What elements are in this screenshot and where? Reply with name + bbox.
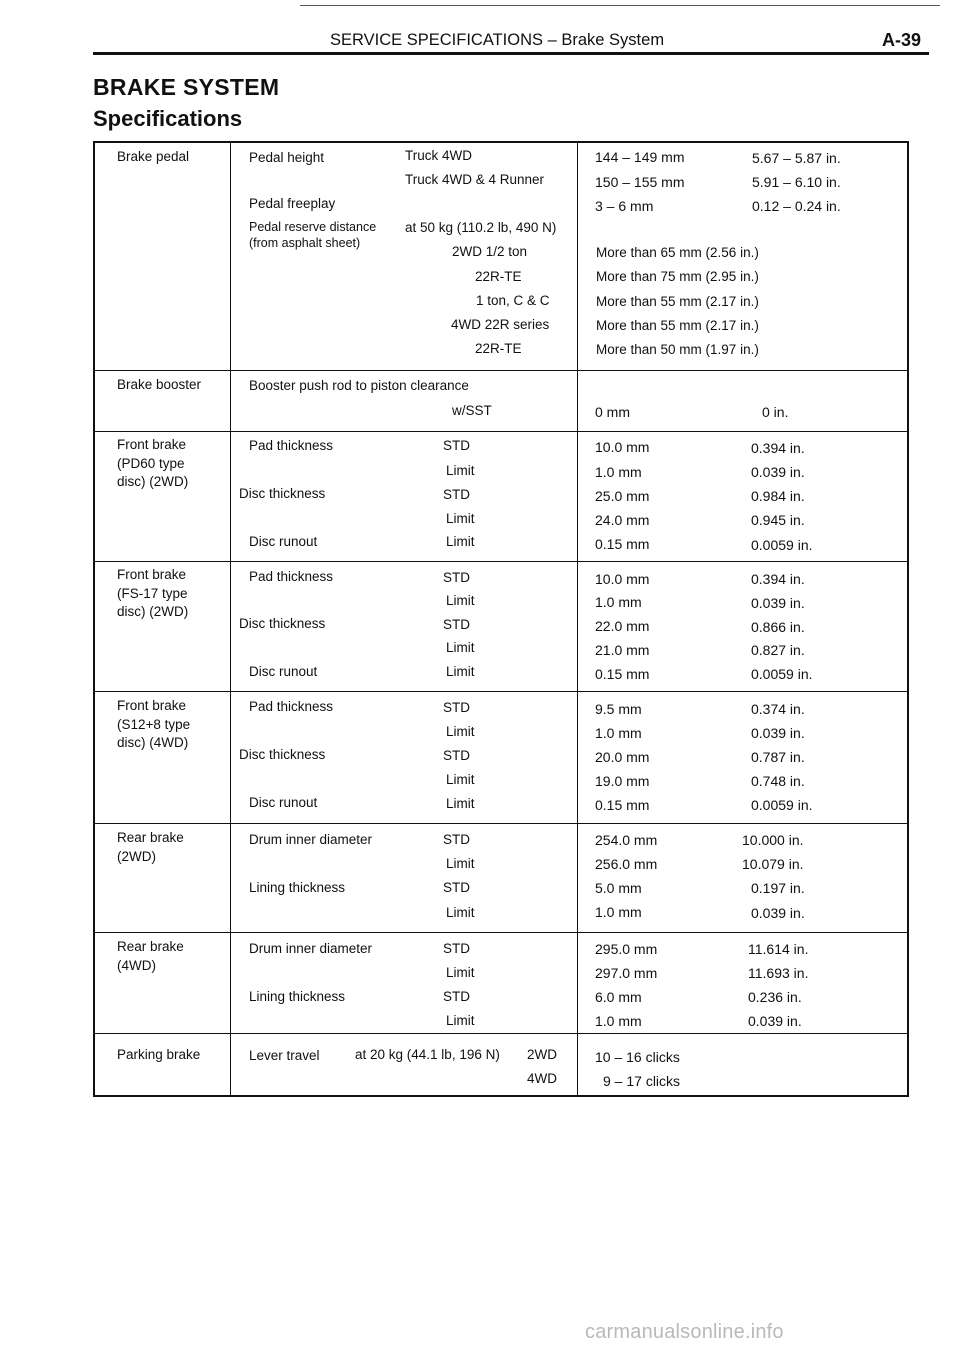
value-reserve: More than 55 mm (2.17 in.) [596, 318, 759, 333]
item-label: Disc thickness [239, 747, 326, 762]
value-in: 0.0059 in. [751, 537, 813, 553]
value-mm: 20.0 mm [595, 749, 650, 765]
condition-label: STD [443, 617, 470, 632]
component-label: Rear brake [117, 939, 184, 954]
value-mm: 1.0 mm [595, 904, 642, 920]
condition-label: Limit [446, 905, 475, 920]
header-title: SERVICE SPECIFICATIONS – Brake System [330, 31, 665, 49]
row-divider [95, 370, 907, 371]
condition-label: 2WD 1/2 ton [452, 244, 528, 259]
value-mm: 295.0 mm [595, 941, 658, 957]
page-number: A-39 [882, 30, 922, 50]
row-divider [95, 691, 907, 692]
value-in: 0.374 in. [751, 701, 805, 717]
value-mm: 1.0 mm [595, 725, 642, 741]
condition-label: Truck 4WD [405, 148, 472, 163]
value-mm: 256.0 mm [595, 856, 658, 872]
value-mm: 0.15 mm [595, 797, 650, 813]
value-in: 5.67 – 5.87 in. [752, 150, 841, 166]
condition-label: Limit [446, 724, 475, 739]
condition-label: Limit [446, 772, 475, 787]
component-label: disc) (2WD) [117, 604, 189, 619]
item-label: Pad thickness [249, 569, 334, 584]
item-label: Lining thickness [249, 880, 346, 895]
value-in: 0.197 in. [751, 880, 805, 896]
value-mm: 19.0 mm [595, 773, 650, 789]
column-divider [230, 143, 231, 1095]
component-label: (4WD) [117, 958, 156, 973]
condition-label: 4WD 22R series [451, 317, 550, 332]
value-in: 0.0059 in. [751, 666, 813, 682]
value-mm: 24.0 mm [595, 512, 650, 528]
condition-label: STD [443, 989, 470, 1004]
header-top-rule [300, 5, 940, 6]
component-label: Brake booster [117, 377, 202, 392]
value-in: 0.039 in. [751, 905, 805, 921]
value-in: 10.079 in. [742, 856, 804, 872]
item-label: Pad thickness [249, 438, 334, 453]
header-rule [93, 52, 929, 55]
condition-label: Limit [446, 664, 475, 679]
value-mm: 1.0 mm [595, 464, 642, 480]
condition-label: STD [443, 748, 470, 763]
item-label: Disc runout [249, 534, 318, 549]
value-mm: 0.15 mm [595, 536, 650, 552]
component-label: Front brake [117, 437, 187, 452]
value-mm: 1.0 mm [595, 594, 642, 610]
value-in: 0.394 in. [751, 571, 805, 587]
value-mm: 10.0 mm [595, 439, 650, 455]
condition-label: 1 ton, C & C [476, 293, 550, 308]
row-divider [95, 932, 907, 933]
item-label: Disc runout [249, 795, 318, 810]
item-label: Pad thickness [249, 699, 334, 714]
value-mm: 0 mm [595, 404, 630, 420]
value-in: 0.394 in. [751, 440, 805, 456]
item-label: Lever travel [249, 1048, 320, 1063]
value-in: 0.787 in. [751, 749, 805, 765]
value-in: 0.984 in. [751, 488, 805, 504]
item-label: Drum inner diameter [249, 941, 373, 956]
value-mm: 3 – 6 mm [595, 198, 654, 214]
component-label: (PD60 type [117, 456, 185, 471]
value-in: 0 in. [762, 404, 789, 420]
item-label: Drum inner diameter [249, 832, 373, 847]
condition-label: Limit [446, 593, 475, 608]
value-in: 11.693 in. [748, 965, 809, 981]
value-mm: 297.0 mm [595, 965, 658, 981]
value-mm: 144 – 149 mm [595, 149, 685, 165]
value-reserve: More than 75 mm (2.95 in.) [596, 269, 759, 284]
row-divider [95, 561, 907, 562]
value-in: 5.91 – 6.10 in. [752, 174, 841, 190]
component-label: (FS-17 type [117, 586, 188, 601]
component-label: Brake pedal [117, 149, 190, 164]
value-mm: 150 – 155 mm [595, 174, 685, 190]
value-clicks: 9 – 17 clicks [603, 1073, 681, 1089]
row-divider [95, 823, 907, 824]
sub-title: Specifications [93, 106, 243, 131]
value-mm: 254.0 mm [595, 832, 658, 848]
condition-label: STD [443, 438, 470, 453]
condition-label: STD [443, 487, 470, 502]
row-divider [95, 1033, 907, 1034]
column-divider [577, 143, 578, 1095]
item-label: Pedal reserve distance [249, 220, 377, 234]
value-in: 0.866 in. [751, 619, 805, 635]
value-mm: 1.0 mm [595, 1013, 642, 1029]
value-in: 0.0059 in. [751, 797, 813, 813]
item-label: Booster push rod to piston clearance [249, 378, 469, 393]
condition-label: Limit [446, 1013, 475, 1028]
condition-label: 22R-TE [475, 269, 522, 284]
component-label: disc) (2WD) [117, 474, 189, 489]
value-mm: 22.0 mm [595, 618, 650, 634]
condition-label: Limit [446, 463, 475, 478]
component-label: Parking brake [117, 1047, 201, 1062]
value-in: 0.039 in. [751, 595, 805, 611]
condition-label: 22R-TE [475, 341, 522, 356]
value-mm: 0.15 mm [595, 666, 650, 682]
condition-label: 2WD [527, 1047, 557, 1062]
value-reserve: More than 65 mm (2.56 in.) [596, 245, 759, 260]
item-label: Disc thickness [239, 486, 326, 501]
value-reserve: More than 55 mm (2.17 in.) [596, 294, 759, 309]
condition-label: at 20 kg (44.1 lb, 196 N) [355, 1047, 500, 1062]
value-mm: 9.5 mm [595, 701, 642, 717]
condition-label: STD [443, 570, 470, 585]
condition-label: Truck 4WD & 4 Runner [405, 172, 545, 187]
component-label: (S12+8 type [117, 717, 191, 732]
value-in: 0.827 in. [751, 642, 805, 658]
row-divider [95, 431, 907, 432]
value-mm: 5.0 mm [595, 880, 642, 896]
watermark-text: carmanualsonline.info [585, 1321, 784, 1343]
value-in: 0.945 in. [751, 512, 805, 528]
condition-label: Limit [446, 965, 475, 980]
condition-label: Limit [446, 640, 475, 655]
item-label: Disc thickness [239, 616, 326, 631]
section-title: BRAKE SYSTEM [93, 74, 280, 100]
component-label: Rear brake [117, 830, 184, 845]
item-label: Lining thickness [249, 989, 346, 1004]
condition-label: Limit [446, 511, 475, 526]
value-mm: 21.0 mm [595, 642, 650, 658]
value-in: 0.039 in. [751, 464, 805, 480]
item-label: Disc runout [249, 664, 318, 679]
condition-label: Limit [446, 796, 475, 811]
value-mm: 6.0 mm [595, 989, 642, 1005]
component-label: disc) (4WD) [117, 735, 189, 750]
item-label: (from asphalt sheet) [249, 236, 361, 250]
condition-label: STD [443, 880, 470, 895]
value-in: 10.000 in. [742, 832, 804, 848]
value-mm: 10.0 mm [595, 571, 650, 587]
item-label: Pedal height [249, 150, 325, 165]
value-reserve: More than 50 mm (1.97 in.) [596, 342, 759, 357]
value-mm: 25.0 mm [595, 488, 650, 504]
condition-label: at 50 kg (110.2 lb, 490 N) [405, 220, 557, 235]
specifications-table [93, 141, 909, 1097]
condition-label: w/SST [452, 403, 492, 418]
condition-label: STD [443, 700, 470, 715]
value-clicks: 10 – 16 clicks [595, 1049, 680, 1065]
value-in: 0.039 in. [748, 1013, 802, 1029]
value-in: 0.039 in. [751, 725, 805, 741]
component-label: Front brake [117, 567, 187, 582]
item-label: Pedal freeplay [249, 196, 336, 211]
condition-label: STD [443, 832, 470, 847]
condition-label: Limit [446, 534, 475, 549]
value-in: 0.236 in. [748, 989, 802, 1005]
component-label: (2WD) [117, 849, 156, 864]
value-in: 0.12 – 0.24 in. [752, 198, 841, 214]
value-in: 0.748 in. [751, 773, 805, 789]
component-label: Front brake [117, 698, 187, 713]
condition-label: STD [443, 941, 470, 956]
value-in: 11.614 in. [748, 941, 809, 957]
condition-label: Limit [446, 856, 475, 871]
condition-label: 4WD [527, 1071, 557, 1086]
